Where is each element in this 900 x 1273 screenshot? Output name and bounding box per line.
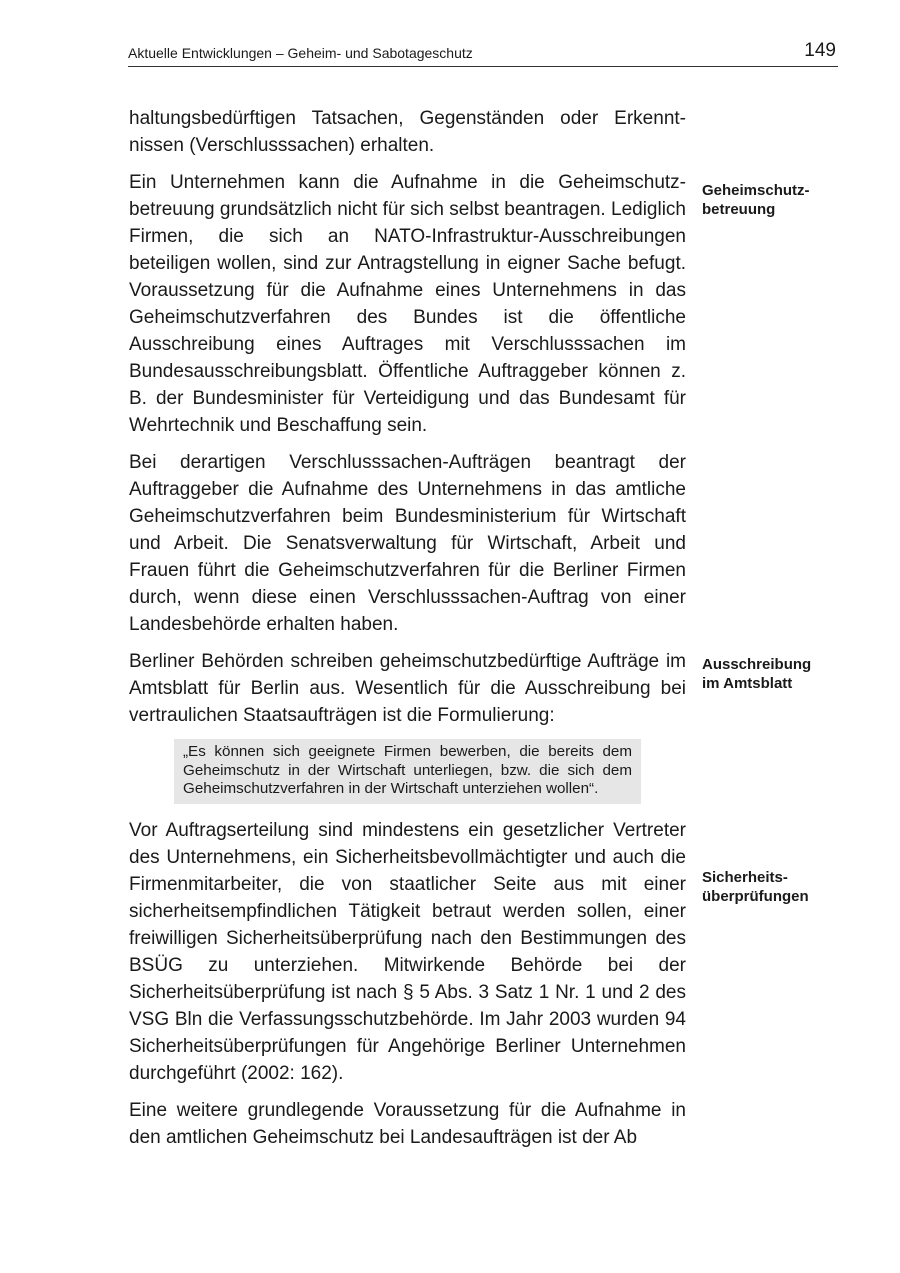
margin-note-line: Geheimschutz-: [702, 182, 810, 199]
page-number: 149: [804, 40, 836, 61]
main-text-column: [129, 105, 686, 1161]
paragraph-sicherheitsueberpruefung: Vor Auftragserteilung sind mindestens ein gesetzlicher Vertreter des Unternehmens, ein Sicherheitsbevollmächtigter und auch die Firmenmitarbeiter, die von staatlicher Seite aus mit einer sicherheitsempfindlichen Tätigkeit betraut werden sollen, einer freiwilligen Sicherheitsüberprüfung nach den Bestimmungen des BSÜG zu unterziehen. Mitwirkende Behörde bei der Sicherheitsüberprüfung ist nach § 5 Abs. 3 Satz 1 Nr. 1 und 2 des VSG Bln die Verfassungsschutzbehörde. Im Jahr 2003 wurden 94 Sicherheitsüberprüfungen für Angehörige Berliner Unternehmen durchgeführt (2002: 162).: [129, 819, 686, 1084]
running-header: [128, 40, 838, 67]
margin-note-line: überprüfungen: [702, 888, 809, 905]
paragraph-voraussetzung: Eine weitere grundlegende Voraussetzung für die Aufnahme in den amtlichen Geheimschutz bei Landesaufträgen ist der Ab: [129, 1099, 686, 1148]
margin-note-geheimschutzbetreuung: [702, 181, 852, 219]
paragraph-verschlusssachen-auftraege: Bei derartigen Verschlusssachen-Aufträgen beantragt der Auftraggeber die Aufnahme des Unternehmens in das amtliche Geheimschutzverfahren beim Bundesministerium für Wirtschaft und Arbeit. Die Senatsverwaltung für Wirtschaft, Arbeit und Frauen führt die Geheimschutzverfahren für die Berliner Firmen durch, wenn diese einen Verschlusssachen-Auftrag von einer Landesbehörde erhalten haben.: [129, 452, 686, 635]
quote-box: „Es können sich geeignete Firmen bewerben, die bereits dem Geheimschutz in der Wirtschaft unterliegen, bzw. die sich dem Geheimschutzverfahren in der Wirtschaft unterziehen wollen“.: [174, 739, 641, 804]
margin-note-line: Sicherheits-: [702, 869, 788, 886]
margin-note-ausschreibung: [702, 655, 852, 693]
paragraph-continuation: haltungsbedürftigen Tatsachen, Gegenständen oder Erkenntnissen (Verschlusssachen) erhalten.: [129, 108, 686, 156]
header-title: Aktuelle Entwicklungen – Geheim- und Sabotageschutz: [128, 45, 473, 61]
paragraph-geheimschutzbetreuung: Ein Unternehmen kann die Aufnahme in die Geheimschutzbetreuung grundsätzlich nicht für sich selbst beantragen. Lediglich Firmen, die sich an NATO-Infrastruktur-Ausschreibungen beteiligen wollen, sind zur Antragstellung in eigner Sache befugt. Voraussetzung für die Aufnahme eines Unternehmens in das Geheimschutzverfahren des Bundes ist die öffentliche Ausschreibung eines Auftrages mit Verschlusssachen im Bundesausschreibungsblatt. Öffentliche Auftraggeber können z. B. der Bundesminister für Verteidigung und das Bundesamt für Wehrtechnik und Beschaffung sein.: [129, 172, 686, 436]
margin-note-line: betreuung: [702, 201, 776, 218]
margin-note-sicherheitsueberpruefungen: [702, 868, 852, 906]
margin-note-line: Ausschreibung: [702, 656, 812, 673]
paragraph-ausschreibung: Berliner Behörden schreiben geheimschutzbedürftige Aufträge im Amtsblatt für Berlin aus. Wesentlich für die Ausschreibung bei vertraulichen Staatsaufträgen ist die Formulierung:: [129, 651, 686, 726]
margin-note-line: im Amtsblatt: [702, 675, 793, 692]
